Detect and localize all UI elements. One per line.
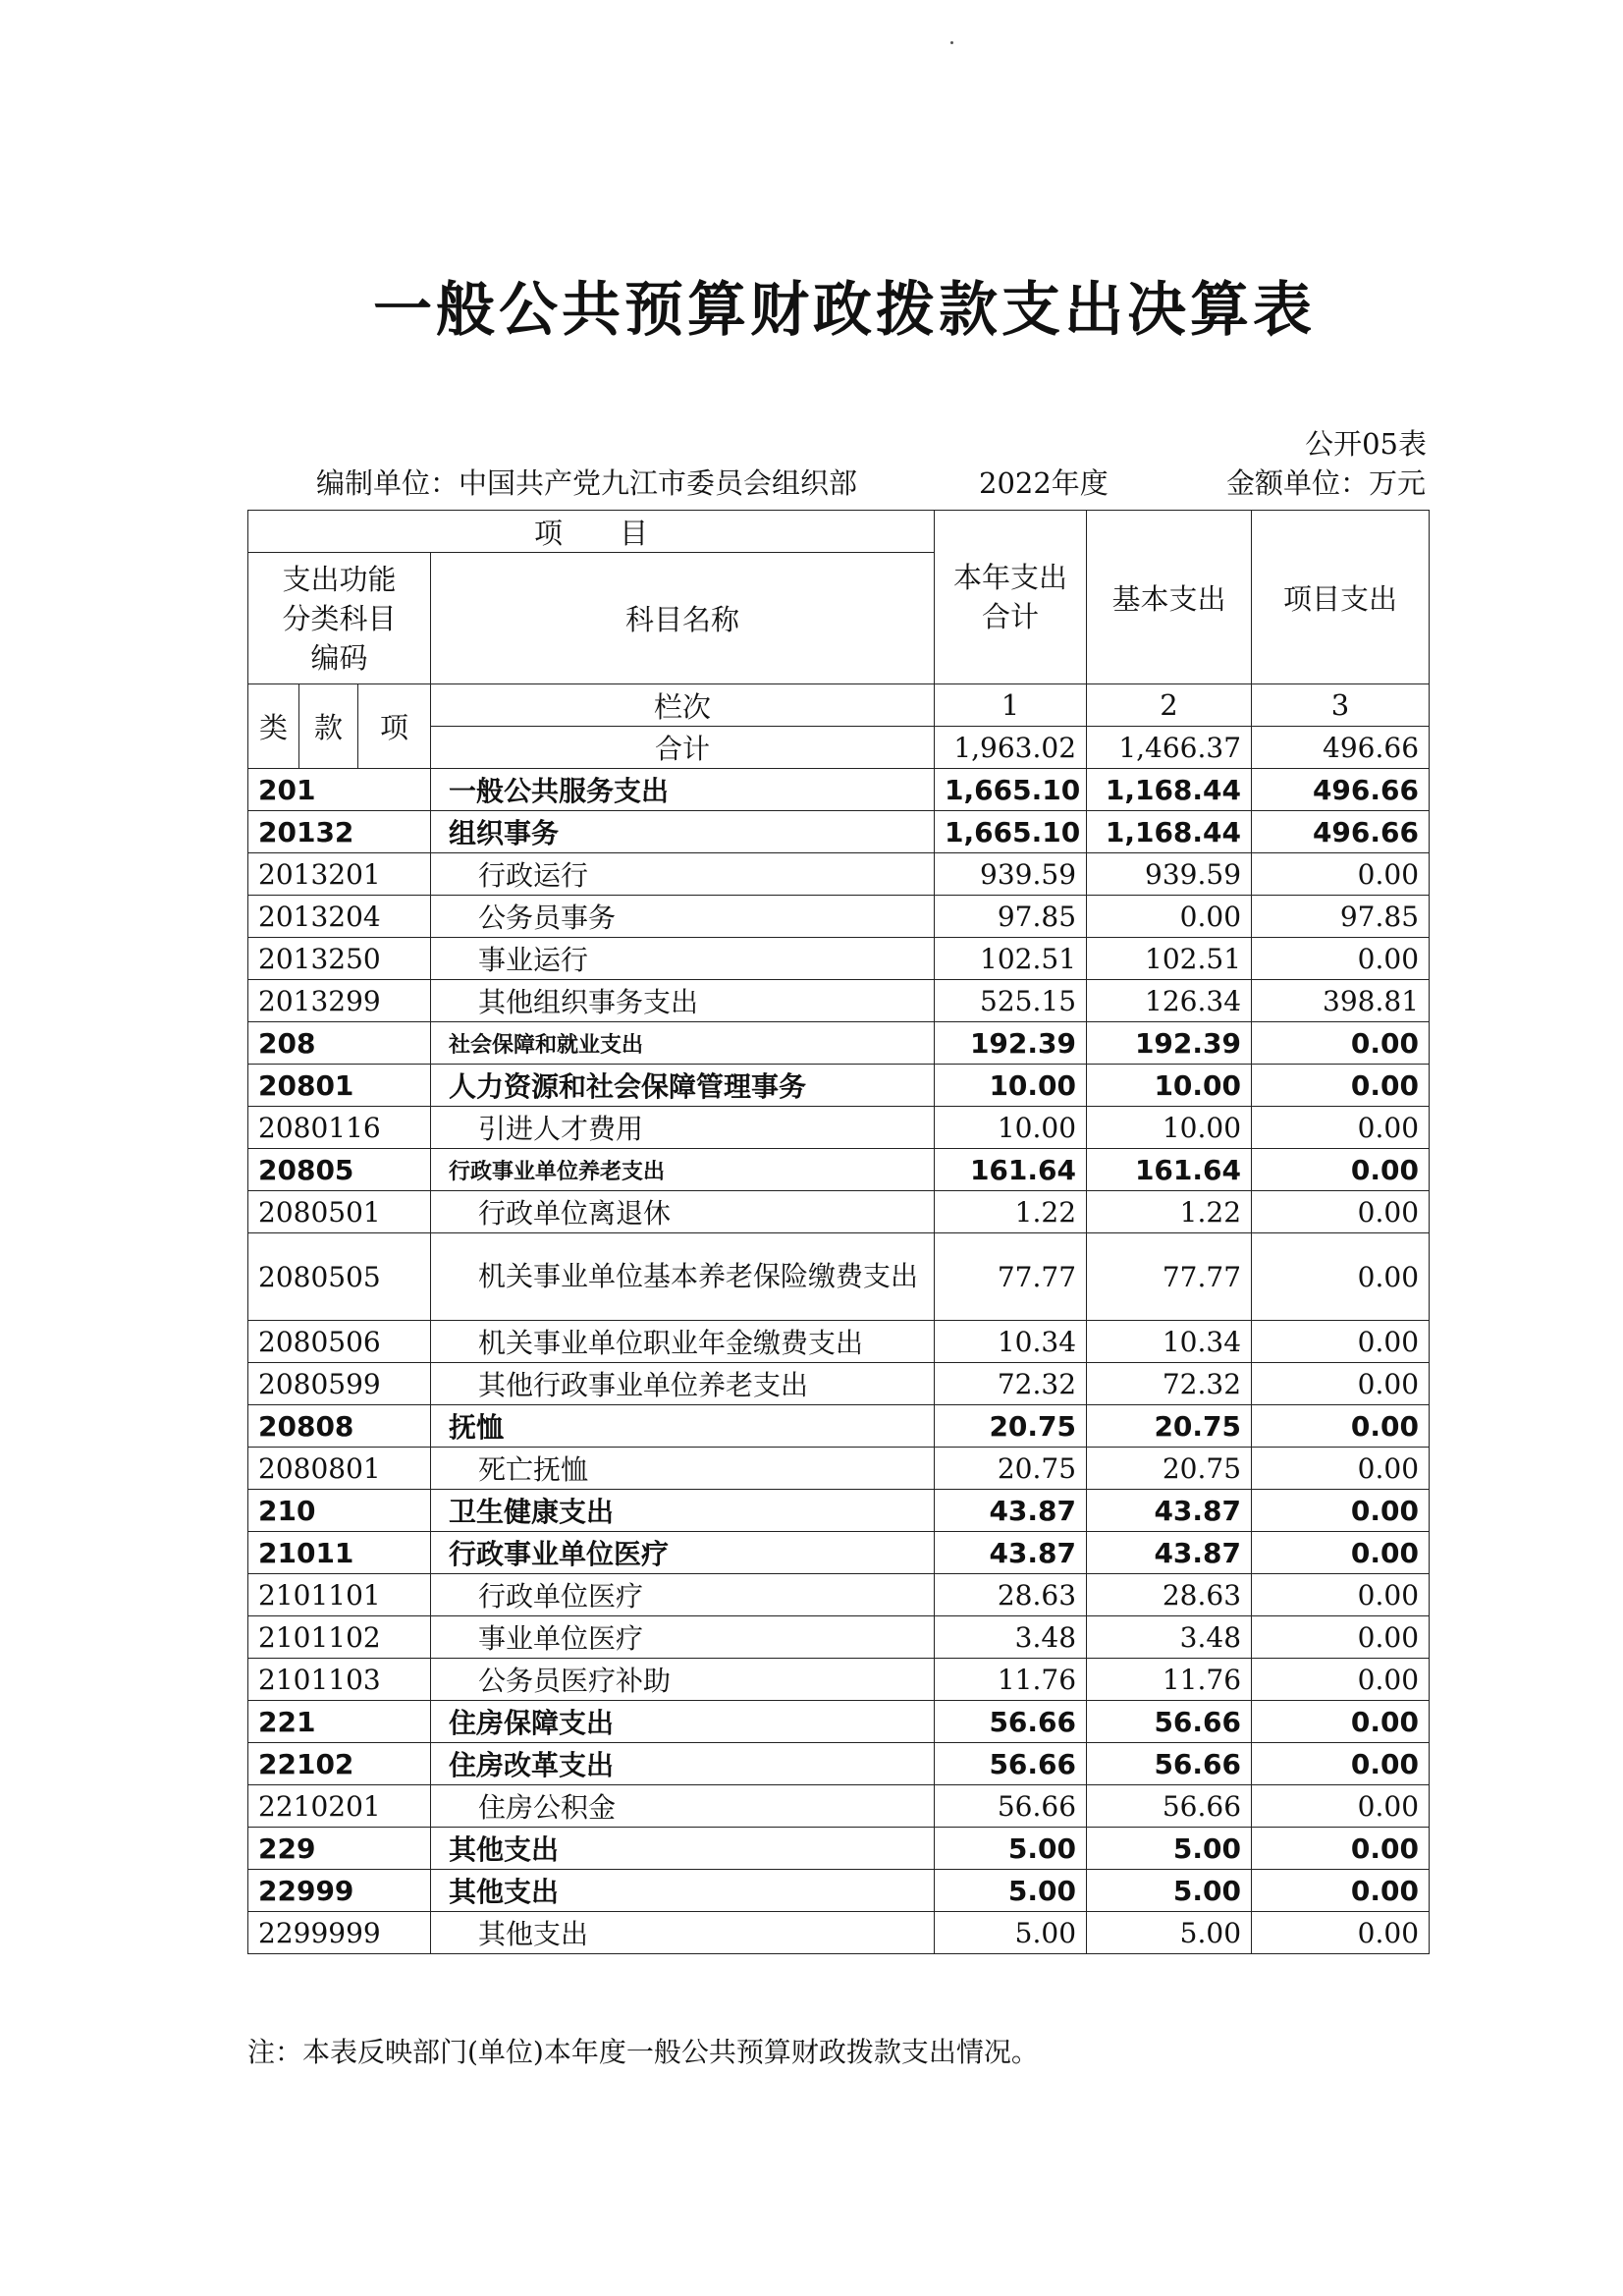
header-n2: 2: [1087, 684, 1252, 727]
row-project-expenditure: 0.00: [1252, 1490, 1430, 1532]
row-total-expenditure: 43.87: [935, 1532, 1087, 1574]
row-project-expenditure: 0.00: [1252, 1363, 1430, 1405]
row-subject-name: 组织事务: [431, 811, 935, 853]
table-row: [248, 1321, 1430, 1363]
row-code: 20808: [248, 1405, 431, 1448]
money-unit: 金额单位：万元: [1225, 466, 1426, 500]
row-total-expenditure: 72.32: [935, 1363, 1087, 1405]
row-subject-name: 公务员事务: [431, 896, 935, 938]
meta-line: [247, 462, 1426, 501]
row-subject-name: 住房改革支出: [431, 1743, 935, 1785]
row-subject-name: 行政单位离退休: [431, 1191, 935, 1233]
header-lei: 类: [248, 684, 299, 769]
table-row: [248, 938, 1430, 980]
row-code: 208: [248, 1022, 431, 1065]
row-subject-name: 其他组织事务支出: [431, 980, 935, 1022]
row-subject-name: 人力资源和社会保障管理事务: [431, 1065, 935, 1107]
row-basic-expenditure: 0.00: [1087, 896, 1252, 938]
row-project-expenditure: 496.66: [1252, 769, 1430, 811]
row-basic-expenditure: 10.00: [1087, 1107, 1252, 1149]
row-code: 2080801: [248, 1448, 431, 1490]
row-total-expenditure: 5.00: [935, 1828, 1087, 1870]
row-basic-expenditure: 56.66: [1087, 1743, 1252, 1785]
row-basic-expenditure: 126.34: [1087, 980, 1252, 1022]
row-total-expenditure: 11.76: [935, 1659, 1087, 1701]
row-basic-expenditure: 5.00: [1087, 1828, 1252, 1870]
row-total-expenditure: 5.00: [935, 1870, 1087, 1912]
row-project-expenditure: 97.85: [1252, 896, 1430, 938]
row-code: 2080599: [248, 1363, 431, 1405]
row-subject-name: 行政运行: [431, 853, 935, 896]
row-code: 2101102: [248, 1616, 431, 1659]
row-total-expenditure: 192.39: [935, 1022, 1087, 1065]
row-subject-name: 住房公积金: [431, 1785, 935, 1828]
row-total-expenditure: 525.15: [935, 980, 1087, 1022]
row-subject-name: 一般公共服务支出: [431, 769, 935, 811]
table-row: [248, 1912, 1430, 1954]
table-row: [248, 1828, 1430, 1870]
row-code: 2080116: [248, 1107, 431, 1149]
row-basic-expenditure: 1,168.44: [1087, 769, 1252, 811]
row-subject-name: 行政事业单位医疗: [431, 1532, 935, 1574]
row-total-expenditure: 28.63: [935, 1574, 1087, 1616]
row-project-expenditure: 0.00: [1252, 1022, 1430, 1065]
row-project-expenditure: 0.00: [1252, 1532, 1430, 1574]
header-subject-name: 科目名称: [431, 553, 935, 684]
row-code: 2013299: [248, 980, 431, 1022]
row-code: 2210201: [248, 1785, 431, 1828]
header-n1: 1: [935, 684, 1087, 727]
row-total-expenditure: 97.85: [935, 896, 1087, 938]
row-project-expenditure: 0.00: [1252, 1107, 1430, 1149]
row-basic-expenditure: 28.63: [1087, 1574, 1252, 1616]
table-row: [248, 1065, 1430, 1107]
row-code: 201: [248, 769, 431, 811]
row-basic-expenditure: 5.00: [1087, 1912, 1252, 1954]
row-subject-name: 机关事业单位基本养老保险缴费支出: [431, 1233, 935, 1321]
header-kuan: 款: [299, 684, 358, 769]
row-total-expenditure: 10.00: [935, 1065, 1087, 1107]
row-project-expenditure: 496.66: [1252, 811, 1430, 853]
row-code: 20132: [248, 811, 431, 853]
row-project-expenditure: 0.00: [1252, 1912, 1430, 1954]
row-basic-expenditure: 72.32: [1087, 1363, 1252, 1405]
table-row: [248, 811, 1430, 853]
fiscal-year: 2022年度: [979, 466, 1109, 500]
row-project-expenditure: 0.00: [1252, 1616, 1430, 1659]
row-subject-name: 事业单位医疗: [431, 1616, 935, 1659]
row-total-expenditure: 56.66: [935, 1743, 1087, 1785]
row-total-expenditure: 161.64: [935, 1149, 1087, 1191]
row-code: 20805: [248, 1149, 431, 1191]
header-item: 项 目: [248, 511, 935, 553]
row-basic-expenditure: 5.00: [1087, 1870, 1252, 1912]
table-row: [248, 1448, 1430, 1490]
table-row: [248, 1616, 1430, 1659]
row-basic-expenditure: 10.00: [1087, 1065, 1252, 1107]
row-project-expenditure: 0.00: [1252, 1149, 1430, 1191]
table-row: [248, 1233, 1430, 1321]
table-row: [248, 769, 1430, 811]
row-subject-name: 行政事业单位养老支出: [431, 1149, 935, 1191]
row-total-expenditure: 3.48: [935, 1616, 1087, 1659]
row-subject-name: 公务员医疗补助: [431, 1659, 935, 1701]
row-subject-name: 卫生健康支出: [431, 1490, 935, 1532]
row-code: 21011: [248, 1532, 431, 1574]
table-row: [248, 1107, 1430, 1149]
row-total-expenditure: 10.34: [935, 1321, 1087, 1363]
table-row: [248, 1191, 1430, 1233]
total-label: 合计: [431, 727, 935, 769]
row-basic-expenditure: 20.75: [1087, 1405, 1252, 1448]
expenditure-table: [247, 510, 1430, 1954]
row-project-expenditure: 0.00: [1252, 1191, 1430, 1233]
row-code: 2080505: [248, 1233, 431, 1321]
table-row: [248, 1659, 1430, 1701]
row-basic-expenditure: 1,168.44: [1087, 811, 1252, 853]
row-subject-name: 其他支出: [431, 1870, 935, 1912]
row-project-expenditure: 0.00: [1252, 1659, 1430, 1701]
row-basic-expenditure: 77.77: [1087, 1233, 1252, 1321]
table-row: [248, 1532, 1430, 1574]
compiling-unit: 编制单位：中国共产党九江市委员会组织部: [316, 466, 858, 500]
row-project-expenditure: 0.00: [1252, 1574, 1430, 1616]
row-basic-expenditure: 11.76: [1087, 1659, 1252, 1701]
row-code: 229: [248, 1828, 431, 1870]
table-row: [248, 1743, 1430, 1785]
header-n3: 3: [1252, 684, 1430, 727]
row-basic-expenditure: 102.51: [1087, 938, 1252, 980]
row-total-expenditure: 20.75: [935, 1448, 1087, 1490]
row-total-expenditure: 56.66: [935, 1785, 1087, 1828]
table-row: [248, 1363, 1430, 1405]
row-code: 22999: [248, 1870, 431, 1912]
row-code: 22102: [248, 1743, 431, 1785]
row-subject-name: 事业运行: [431, 938, 935, 980]
header-col1: 本年支出合计: [935, 511, 1087, 684]
row-subject-name: 引进人才费用: [431, 1107, 935, 1149]
row-subject-name: 住房保障支出: [431, 1701, 935, 1743]
row-basic-expenditure: 161.64: [1087, 1149, 1252, 1191]
header-xiang: 项: [358, 684, 431, 769]
row-code: 221: [248, 1701, 431, 1743]
total-v2: 1,466.37: [1087, 727, 1252, 769]
scan-speck: [950, 41, 953, 44]
row-project-expenditure: 0.00: [1252, 1743, 1430, 1785]
row-basic-expenditure: 43.87: [1087, 1532, 1252, 1574]
row-subject-name: 其他支出: [431, 1912, 935, 1954]
row-project-expenditure: 0.00: [1252, 1065, 1430, 1107]
row-subject-name: 行政单位医疗: [431, 1574, 935, 1616]
row-subject-name: 其他行政事业单位养老支出: [431, 1363, 935, 1405]
row-basic-expenditure: 20.75: [1087, 1448, 1252, 1490]
row-total-expenditure: 102.51: [935, 938, 1087, 980]
row-total-expenditure: 939.59: [935, 853, 1087, 896]
row-basic-expenditure: 3.48: [1087, 1616, 1252, 1659]
row-total-expenditure: 5.00: [935, 1912, 1087, 1954]
row-project-expenditure: 398.81: [1252, 980, 1430, 1022]
row-total-expenditure: 43.87: [935, 1490, 1087, 1532]
row-basic-expenditure: 56.66: [1087, 1785, 1252, 1828]
row-basic-expenditure: 192.39: [1087, 1022, 1252, 1065]
row-code: 2080506: [248, 1321, 431, 1363]
row-code: 2101103: [248, 1659, 431, 1701]
row-subject-name: 社会保障和就业支出: [431, 1022, 935, 1065]
row-basic-expenditure: 43.87: [1087, 1490, 1252, 1532]
header-col3: 项目支出: [1252, 511, 1430, 684]
row-total-expenditure: 1.22: [935, 1191, 1087, 1233]
row-code: 20801: [248, 1065, 431, 1107]
row-project-expenditure: 0.00: [1252, 1785, 1430, 1828]
row-code: 2101101: [248, 1574, 431, 1616]
row-project-expenditure: 0.00: [1252, 1405, 1430, 1448]
row-code: 2013250: [248, 938, 431, 980]
table-row: [248, 1022, 1430, 1065]
row-total-expenditure: 10.00: [935, 1107, 1087, 1149]
footnote: 注：本表反映部门(单位)本年度一般公共预算财政拨款支出情况。: [247, 2036, 1039, 2068]
row-project-expenditure: 0.00: [1252, 1828, 1430, 1870]
row-code: 2299999: [248, 1912, 431, 1954]
row-subject-name: 机关事业单位职业年金缴费支出: [431, 1321, 935, 1363]
table-row: [248, 853, 1430, 896]
header-col2: 基本支出: [1087, 511, 1252, 684]
row-code: 2013201: [248, 853, 431, 896]
table-row: [248, 1149, 1430, 1191]
row-total-expenditure: 77.77: [935, 1233, 1087, 1321]
row-total-expenditure: 1,665.10: [935, 811, 1087, 853]
row-project-expenditure: 0.00: [1252, 1448, 1430, 1490]
total-v1: 1,963.02: [935, 727, 1087, 769]
row-total-expenditure: 1,665.10: [935, 769, 1087, 811]
table-row: [248, 1701, 1430, 1743]
row-code: 2080501: [248, 1191, 431, 1233]
row-code: 2013204: [248, 896, 431, 938]
form-code: 公开05表: [1305, 427, 1427, 461]
table-row: [248, 1574, 1430, 1616]
row-total-expenditure: 56.66: [935, 1701, 1087, 1743]
header-lanci: 栏次: [431, 684, 935, 727]
table-row: [248, 1405, 1430, 1448]
row-basic-expenditure: 1.22: [1087, 1191, 1252, 1233]
row-subject-name: 死亡抚恤: [431, 1448, 935, 1490]
table-row: [248, 1870, 1430, 1912]
row-project-expenditure: 0.00: [1252, 1321, 1430, 1363]
row-basic-expenditure: 56.66: [1087, 1701, 1252, 1743]
page-title: 一般公共预算财政拨款支出决算表: [373, 276, 1316, 345]
row-project-expenditure: 0.00: [1252, 1870, 1430, 1912]
row-project-expenditure: 0.00: [1252, 853, 1430, 896]
total-v3: 496.66: [1252, 727, 1430, 769]
table-row: [248, 1490, 1430, 1532]
row-basic-expenditure: 939.59: [1087, 853, 1252, 896]
row-project-expenditure: 0.00: [1252, 938, 1430, 980]
table-row: [248, 896, 1430, 938]
row-basic-expenditure: 10.34: [1087, 1321, 1252, 1363]
table-row: [248, 980, 1430, 1022]
row-code: 210: [248, 1490, 431, 1532]
row-subject-name: 抚恤: [431, 1405, 935, 1448]
row-subject-name: 其他支出: [431, 1828, 935, 1870]
row-project-expenditure: 0.00: [1252, 1233, 1430, 1321]
row-project-expenditure: 0.00: [1252, 1701, 1430, 1743]
header-func-code: 支出功能分类科目编码: [248, 553, 431, 684]
table-row: [248, 1785, 1430, 1828]
row-total-expenditure: 20.75: [935, 1405, 1087, 1448]
